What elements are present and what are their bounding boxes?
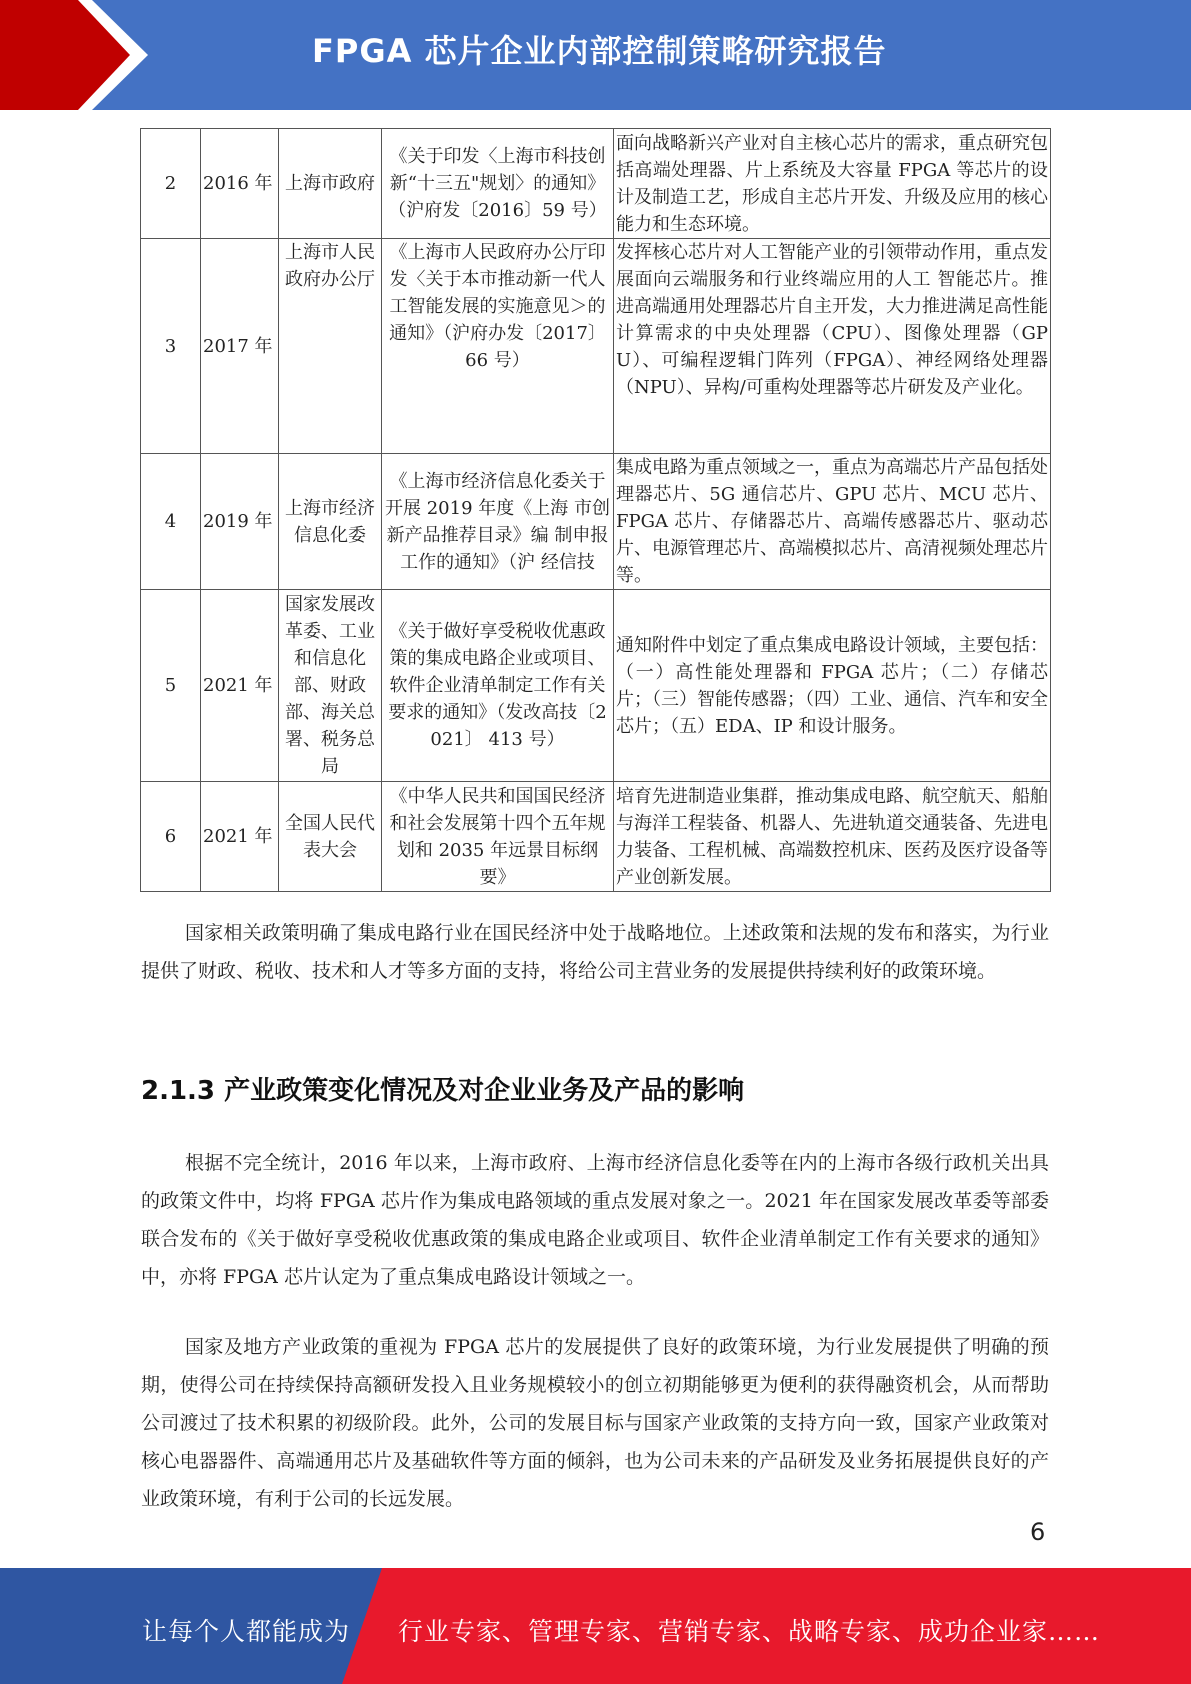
row-year: 2021 年 [201, 782, 279, 892]
page-header [0, 0, 1191, 110]
row-year: 2017 年 [201, 239, 279, 454]
policy-table [140, 128, 1051, 892]
row-year: 2016 年 [201, 129, 279, 239]
page-footer [0, 1568, 1191, 1684]
row-content: 培育先进制造业集群，推动集成电路、航空航天、船舶与海洋工程装备、机器人、先进轨道交通装备、先进电力装备、工程机械、高端数控机床、医药及医疗设备等产业创新发展。 [614, 782, 1051, 892]
row-issuer: 上海市政府 [279, 129, 382, 239]
header-red-arrow-decoration [0, 0, 150, 110]
row-document: 《上海市经济信息化委关于开展 2019 年度《上海 市创新产品推荐目录》编 制申报工作的通知》（沪 经信技 [382, 454, 614, 590]
row-content: 通知附件中划定了重点集成电路设计领域，主要包括：（一）高性能处理器和 FPGA 芯片；（二）存储芯片；（三）智能传感器；（四）工业、通信、汽车和安全芯片；（五）EDA、IP 和设计服务。 [614, 590, 1051, 782]
footer-slogan-roles: 行业专家、管理专家、营销专家、战略专家、成功企业家…… [398, 1617, 1101, 1646]
row-number: 4 [141, 454, 201, 590]
row-issuer: 全国人民代表大会 [279, 782, 382, 892]
paragraph-impact: 国家及地方产业政策的重视为 FPGA 芯片的发展提供了良好的政策环境，为行业发展提供了明确的预期，使得公司在持续保持高额研发投入且业务规模较小的创立初期能够更为便利的获得融资机会，从而帮助公司渡过了技术积累的初级阶段。此外，公司的发展目标与国家产业政策的支持方向一致，国家产业政策对核心电器器件、高端通用芯片及基础软件等方面的倾斜，也为公司未来的产品研发及业务拓展提供良好的产业政策环境，有利于公司的长远发展。 [141, 1336, 1049, 1510]
row-document: 《关于做好享受税收优惠政策的集成电路企业或项目、软件企业清单制定工作有关要求的通知》（发改高技〔2021〕 413 号） [382, 590, 614, 782]
row-issuer: 国家发展改革委、工业和信息化部、财政部、海关总署、税务总局 [279, 590, 382, 782]
paragraph-policy-summary: 国家相关政策明确了集成电路行业在国民经济中处于战略地位。上述政策和法规的发布和落实，为行业提供了财政、税收、技术和人才等多方面的支持，将给公司主营业务的发展提供持续利好的政策环境。 [141, 922, 1049, 982]
table-row [141, 239, 1051, 454]
section-heading: 2.1.3 产业政策变化情况及对企业业务及产品的影响 [141, 1076, 745, 1106]
table-row [141, 590, 1051, 782]
row-document: 《中华人民共和国国民经济和社会发展第十四个五年规划和 2035 年远景目标纲要》 [382, 782, 614, 892]
row-content: 发挥核心芯片对人工智能产业的引领带动作用，重点发展面向云端服务和行业终端应用的人工 智能芯片。推进高端通用处理器芯片自主开发，大力推进满足高性能计算需求的中央处理器（CPU）、图像处理器（GPU）、可编程逻辑门阵列（FPGA）、神经网络处理器（NPU）、异构/可重构处理器等芯片研发及产业化。 [614, 239, 1051, 454]
row-number: 5 [141, 590, 201, 782]
table-row [141, 454, 1051, 590]
row-year: 2021 年 [201, 590, 279, 782]
document-title: FPGA 芯片企业内部控制策略研究报告 [312, 32, 887, 70]
table-row [141, 129, 1051, 239]
page-number: 6 [1030, 1518, 1046, 1546]
row-content: 面向战略新兴产业对自主核心芯片的需求，重点研究包括高端处理器、片上系统及大容量 FPGA 等芯片的设计及制造工艺，形成自主芯片开发、升级及应用的核心能力和生态环境。 [614, 129, 1051, 239]
paragraph-statistics: 根据不完全统计，2016 年以来，上海市政府、上海市经济信息化委等在内的上海市各级行政机关出具的政策文件中，均将 FPGA 芯片作为集成电路领域的重点发展对象之一。2021 年在国家发展改革委等部委联合发布的《关于做好享受税收优惠政策的集成电路企业或项目、软件企业清单制定工作有关要求的通知》中，亦将 FPGA 芯片认定为了重点集成电路设计领域之一。 [141, 1152, 1049, 1288]
row-document: 《关于印发〈上海市科技创新“十三五"规划〉的通知》（沪府发〔2016〕59 号） [382, 129, 614, 239]
row-document: 《上海市人民政府办公厅印发〈关于本市推动新一代人工智能发展的实施意见＞的通知》（沪府办发〔2017〕 66 号） [382, 239, 614, 454]
row-content: 集成电路为重点领域之一，重点为高端芯片产品包括处理器芯片、5G 通信芯片、GPU 芯片、MCU 芯片、FPGA 芯片、存储器芯片、高端传感器芯片、驱动芯片、电源管理芯片、高端模拟芯片、高清视频处理芯片等。 [614, 454, 1051, 590]
row-issuer: 上海市经济信息化委 [279, 454, 382, 590]
row-issuer: 上海市人民政府办公厅 [279, 239, 382, 454]
table-row [141, 782, 1051, 892]
footer-slogan-lead: 让每个人都能成为 [142, 1617, 351, 1646]
row-number: 3 [141, 239, 201, 454]
row-number: 2 [141, 129, 201, 239]
row-year: 2019 年 [201, 454, 279, 590]
row-number: 6 [141, 782, 201, 892]
